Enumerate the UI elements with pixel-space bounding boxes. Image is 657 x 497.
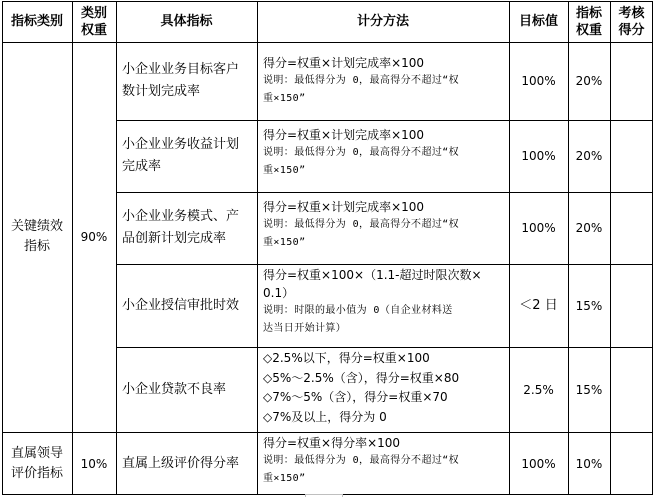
row-2-method-line1: 得分=权重×计划完成率×100 <box>263 200 425 214</box>
header-indicator <box>116 1 257 42</box>
row-4-score[interactable] <box>610 347 653 432</box>
grid-line <box>610 1 611 495</box>
row-3-note-line2: 达当日开始计算） <box>263 323 347 334</box>
row-0-score[interactable] <box>610 42 653 120</box>
header-target <box>509 1 568 42</box>
row-0-note-line1: 说明：最低得分为 0，最高得分不超过“权 <box>263 75 460 86</box>
row-3-indicator <box>116 264 257 347</box>
row-4-method <box>257 347 509 432</box>
header-indicator-weight-line2: 权重 <box>575 22 602 38</box>
group-leader-category-line2: 评价指标 <box>10 465 63 481</box>
row-5-indicator <box>116 432 257 495</box>
row-0-method-line1: 得分=权重×计划完成率×100 <box>263 56 425 70</box>
group-kpi-category <box>2 42 72 432</box>
row-5-target <box>509 432 568 495</box>
grid-line <box>509 1 510 495</box>
row-3-method <box>257 264 509 347</box>
row-2-note-line1: 说明：最低得分为 0，最高得分不超过“权 <box>263 219 460 230</box>
row-3-note-line1: 说明：时限的最小值为 0（自企业材料送 <box>263 305 453 316</box>
row-1-target <box>509 120 568 192</box>
row-2-target-value: 100% <box>521 221 556 235</box>
header-score-line1: 考核 <box>618 5 645 21</box>
row-5-weight <box>568 432 610 495</box>
group-kpi-weight-value: 90% <box>80 230 108 244</box>
row-3-target <box>509 264 568 347</box>
row-4-method-line3: ◇7%～5%（含），得分=权重×70 <box>263 390 448 404</box>
row-3-weight <box>568 264 610 347</box>
row-1-indicator <box>116 120 257 192</box>
row-2-method <box>257 192 509 264</box>
row-5-target-value: 100% <box>521 456 556 471</box>
row-1-note-line1: 说明：最低得分为 0，最高得分不超过“权 <box>263 147 460 158</box>
row-4-weight-value: 15% <box>575 382 603 397</box>
group-leader-weight <box>72 432 116 495</box>
header-target-label: 目标值 <box>518 14 558 29</box>
header-category-label: 指标类别 <box>10 14 63 29</box>
row-2-weight-value: 20% <box>575 221 603 235</box>
header-indicator-label: 具体指标 <box>160 14 213 29</box>
row-5-note-line2: 重×150” <box>263 473 306 484</box>
grid-line <box>652 1 653 495</box>
row-4-target <box>509 347 568 432</box>
row-2-indicator <box>116 192 257 264</box>
grid-line <box>2 432 653 433</box>
header-score-line2: 得分 <box>618 22 645 38</box>
grid-line <box>2 42 653 43</box>
row-5-note-line1: 说明：最低得分为 0，最高得分不超过“权 <box>263 455 460 466</box>
kpi-table <box>2 1 653 495</box>
grid-line <box>116 120 653 121</box>
grid-line <box>2 1 3 495</box>
row-2-note-line2: 重×150” <box>263 237 306 248</box>
row-2-indicator-line1: 小企业业务模式、产 <box>122 209 240 224</box>
row-2-weight <box>568 192 610 264</box>
header-category-weight-line2: 权重 <box>80 22 107 38</box>
grid-line <box>568 1 569 495</box>
grid-line <box>116 347 653 348</box>
row-2-target <box>509 192 568 264</box>
grid-line <box>2 1 653 2</box>
group-kpi-weight <box>72 42 116 432</box>
header-category <box>2 1 72 42</box>
row-3-method-line1: 得分=权重×100×（1.1-超过时限次数× <box>263 268 482 282</box>
row-1-weight <box>568 120 610 192</box>
row-0-indicator <box>116 42 257 120</box>
grid-line <box>257 1 258 495</box>
row-1-score[interactable] <box>610 120 653 192</box>
header-indicator-weight-line1: 指标 <box>575 5 602 21</box>
grid-line <box>116 1 117 495</box>
row-4-method-line2: ◇5%～2.5%（含），得分=权重×80 <box>263 370 460 385</box>
row-1-note-line2: 重×150” <box>263 165 306 176</box>
row-4-target-value: 2.5% <box>523 382 554 397</box>
row-1-method-line1: 得分=权重×计划完成率×100 <box>263 128 425 142</box>
row-2-indicator-line2: 品创新计划完成率 <box>122 231 227 246</box>
row-5-indicator-line1: 直属上级评价得分率 <box>122 455 240 471</box>
row-4-indicator-line1: 小企业贷款不良率 <box>122 381 227 397</box>
row-4-indicator <box>116 347 257 432</box>
grid-line <box>116 192 653 193</box>
header-indicator-weight <box>568 1 610 42</box>
grid-line <box>72 1 73 495</box>
row-3-method-line2: 0.1） <box>263 286 295 300</box>
row-3-target-value: ＜2 日 <box>519 297 558 313</box>
group-kpi-category-line1: 关键绩效 <box>10 219 63 234</box>
header-category-weight <box>72 1 116 42</box>
row-1-indicator-line1: 小企业业务收益计划 <box>122 137 240 152</box>
row-5-method <box>257 432 509 495</box>
row-0-weight-value: 20% <box>575 74 603 88</box>
row-5-method-line1: 得分=权重×得分率×100 <box>263 436 401 450</box>
row-4-weight <box>568 347 610 432</box>
grid-line <box>116 264 653 265</box>
row-0-target-value: 100% <box>521 74 556 88</box>
row-0-method <box>257 42 509 120</box>
row-1-method <box>257 120 509 192</box>
row-0-indicator-line1: 小企业业务目标客户 <box>122 62 240 77</box>
group-leader-weight-value: 10% <box>80 456 108 471</box>
header-method <box>257 1 509 42</box>
row-2-score[interactable] <box>610 192 653 264</box>
group-leader-category-line1: 直属领导 <box>10 445 63 461</box>
row-3-indicator-line1: 小企业授信审批时效 <box>122 297 240 313</box>
row-1-weight-value: 20% <box>575 149 603 163</box>
row-1-target-value: 100% <box>521 149 556 163</box>
row-5-weight-value: 10% <box>575 456 603 471</box>
row-3-score[interactable] <box>610 264 653 347</box>
row-0-weight <box>568 42 610 120</box>
header-method-label: 计分方法 <box>356 14 409 29</box>
row-0-indicator-line2: 数计划完成率 <box>122 84 201 99</box>
row-5-score[interactable] <box>610 432 653 495</box>
row-0-note-line2: 重×150” <box>263 93 306 104</box>
row-1-indicator-line2: 完成率 <box>122 159 162 174</box>
header-category-weight-line1: 类别 <box>80 5 107 21</box>
row-4-method-line1: ◇2.5%以下，得分=权重×100 <box>263 351 430 365</box>
row-0-target <box>509 42 568 120</box>
header-score <box>610 1 653 42</box>
row-4-method-line4: ◇7%及以上，得分为 0 <box>263 409 387 424</box>
group-leader-category <box>2 432 72 495</box>
row-3-weight-value: 15% <box>575 298 603 313</box>
group-kpi-category-line2: 指标 <box>23 239 50 254</box>
